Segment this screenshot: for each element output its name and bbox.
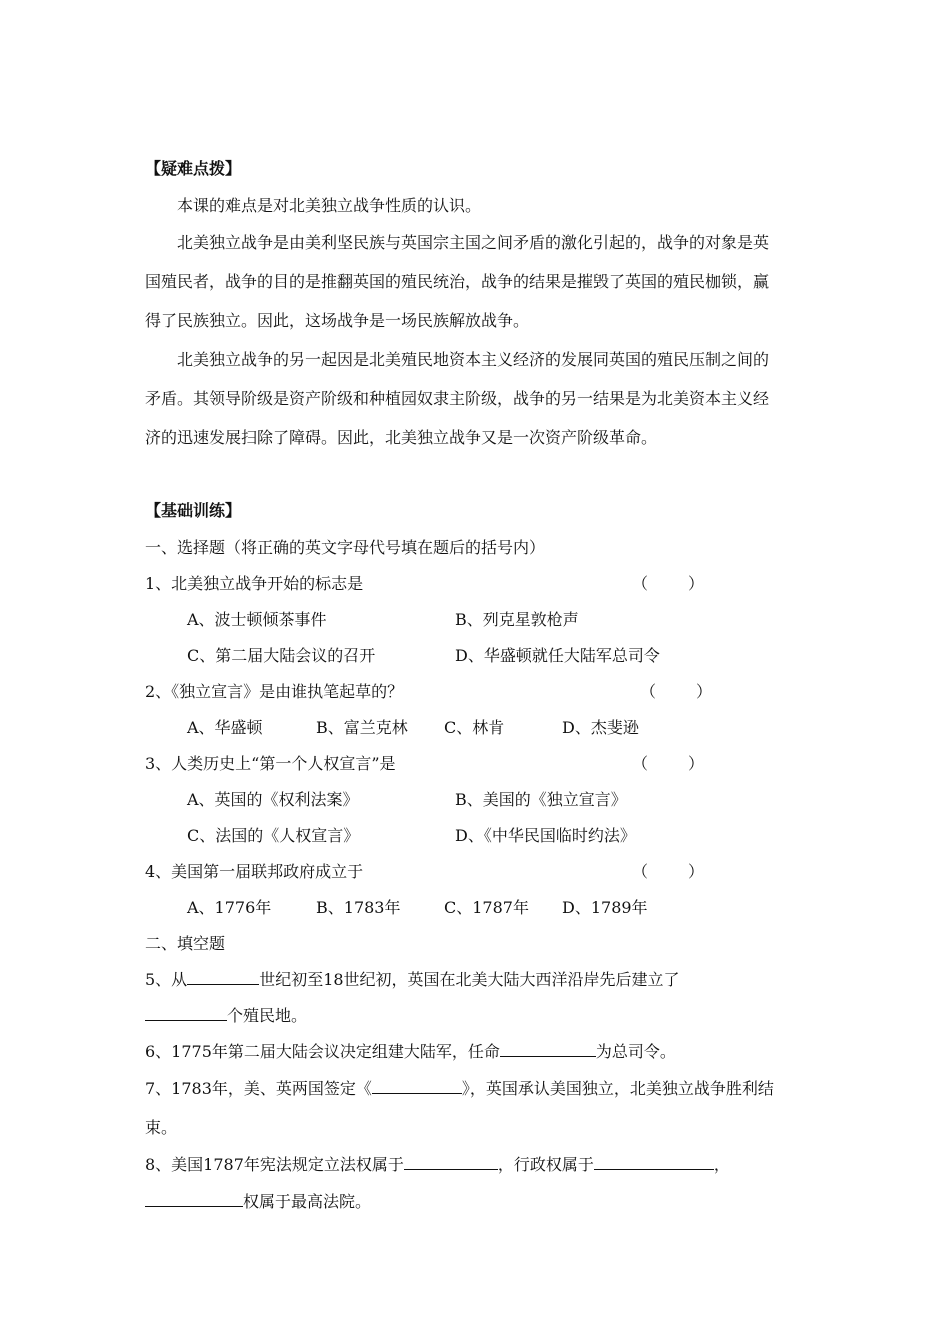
question-8-line-1 [145, 1154, 730, 1176]
question-7-line-1 [145, 1078, 774, 1100]
question-4-option-d: D、1789年 [562, 898, 648, 917]
question-5-line-2 [145, 1005, 307, 1027]
question-2-option-b: B、富兰克林 [316, 718, 408, 737]
question-5-blank-1[interactable] [187, 970, 259, 985]
paragraph-2-line-2: 矛盾。其领导阶级是资产阶级和种植园奴隶主阶级，战争的另一结果是为北美资本主义经 [145, 389, 770, 408]
paren-close: ） [688, 574, 705, 593]
question-2-option-d: D、杰斐逊 [562, 718, 639, 737]
question-1-option-c: C、第二届大陆会议的召开 [187, 646, 376, 665]
section-heading-difficulties: 【疑难点拨】 [145, 159, 242, 178]
question-6-line [145, 1041, 676, 1063]
section-heading-basic-training: 【基础训练】 [145, 501, 242, 520]
question-8-blank-3[interactable] [145, 1192, 243, 1207]
question-1-option-a: A、波士顿倾茶事件 [187, 610, 327, 629]
question-8-blank-2[interactable] [594, 1155, 714, 1170]
part-1-title: 一、选择题（将正确的英文字母代号填在题后的括号内） [145, 538, 546, 557]
question-8-text-4: 权属于最高法院。 [243, 1192, 372, 1211]
question-7-blank[interactable] [372, 1079, 462, 1094]
question-5-text-1: 5、从 [145, 970, 188, 989]
question-8-blank-1[interactable] [404, 1155, 498, 1170]
question-2-answer-paren[interactable] [640, 681, 712, 703]
question-4-option-c: C、1787年 [444, 898, 529, 917]
question-2-stem: 2、《独立宣言》是由谁执笔起草的？ [145, 682, 404, 701]
question-6-text-2: 为总司令。 [595, 1042, 676, 1061]
question-4-option-a: A、1776年 [187, 898, 272, 917]
question-4-answer-paren[interactable] [632, 861, 704, 883]
question-5-line-1 [145, 969, 680, 991]
question-3-option-a: A、英国的《权利法案》 [187, 790, 359, 809]
question-3-answer-paren[interactable] [632, 753, 704, 775]
question-3-stem: 3、人类历史上“第一个人权宣言”是 [145, 754, 396, 773]
question-3-option-c: C、法国的《人权宣言》 [187, 826, 360, 845]
paragraph-1-line-1: 北美独立战争是由美利坚民族与英国宗主国之间矛盾的激化引起的，战争的对象是英 [177, 233, 770, 252]
question-8-text-1: 8、美国1787年宪法规定立法权属于 [145, 1155, 404, 1174]
paren-close: ） [688, 862, 705, 881]
question-1-stem: 1、北美独立战争开始的标志是 [145, 574, 364, 593]
paren-open: （ [632, 574, 649, 593]
question-5-text-2: 世纪初至18世纪初，英国在北美大陆大西洋沿岸先后建立了 [259, 970, 680, 989]
paren-open: （ [640, 682, 657, 701]
question-5-blank-2[interactable] [145, 1006, 227, 1021]
question-8-text-2: ，行政权属于 [497, 1155, 594, 1174]
paragraph-1-line-3: 得了民族独立。因此，这场战争是一场民族解放战争。 [145, 311, 530, 330]
question-1-option-b: B、列克星敦枪声 [455, 610, 579, 629]
question-6-text-1: 6、1775年第二届大陆会议决定组建大陆军，任命 [145, 1042, 500, 1061]
question-2-option-c: C、林肯 [444, 718, 505, 737]
paragraph-2-line-3: 济的迅速发展扫除了障碍。因此，北美独立战争又是一次资产阶级革命。 [145, 428, 658, 447]
intro-paragraph: 本课的难点是对北美独立战争性质的认识。 [177, 196, 482, 215]
paren-open: （ [632, 862, 649, 881]
question-7-line-2: 束。 [145, 1118, 178, 1137]
question-3-option-b: B、美国的《独立宣言》 [455, 790, 627, 809]
question-4-option-b: B、1783年 [316, 898, 401, 917]
question-7-text-1: 7、1783年，美、英两国签定《 [145, 1079, 372, 1098]
question-1-option-d: D、华盛顿就任大陆军总司令 [455, 646, 660, 665]
question-8-line-2 [145, 1191, 371, 1213]
paragraph-2-line-1: 北美独立战争的另一起因是北美殖民地资本主义经济的发展同英国的殖民压制之间的 [177, 350, 770, 369]
paragraph-1-line-2: 国殖民者，战争的目的是推翻英国的殖民统治，战争的结果是摧毁了英国的殖民枷锁，赢 [145, 272, 770, 291]
question-1-answer-paren[interactable] [632, 573, 704, 595]
question-4-stem: 4、美国第一届联邦政府成立于 [145, 862, 364, 881]
question-6-blank[interactable] [500, 1042, 596, 1057]
question-2-option-a: A、华盛顿 [187, 718, 263, 737]
paren-close: ） [688, 754, 705, 773]
question-8-text-3: ， [713, 1155, 730, 1174]
question-3-option-d: D、《中华民国临时约法》 [455, 826, 636, 845]
paren-close: ） [696, 682, 713, 701]
question-5-text-3: 个殖民地。 [227, 1006, 308, 1025]
paren-open: （ [632, 754, 649, 773]
question-7-text-2: 》，英国承认美国独立，北美独立战争胜利结 [461, 1079, 774, 1098]
part-2-title: 二、填空题 [145, 934, 226, 953]
